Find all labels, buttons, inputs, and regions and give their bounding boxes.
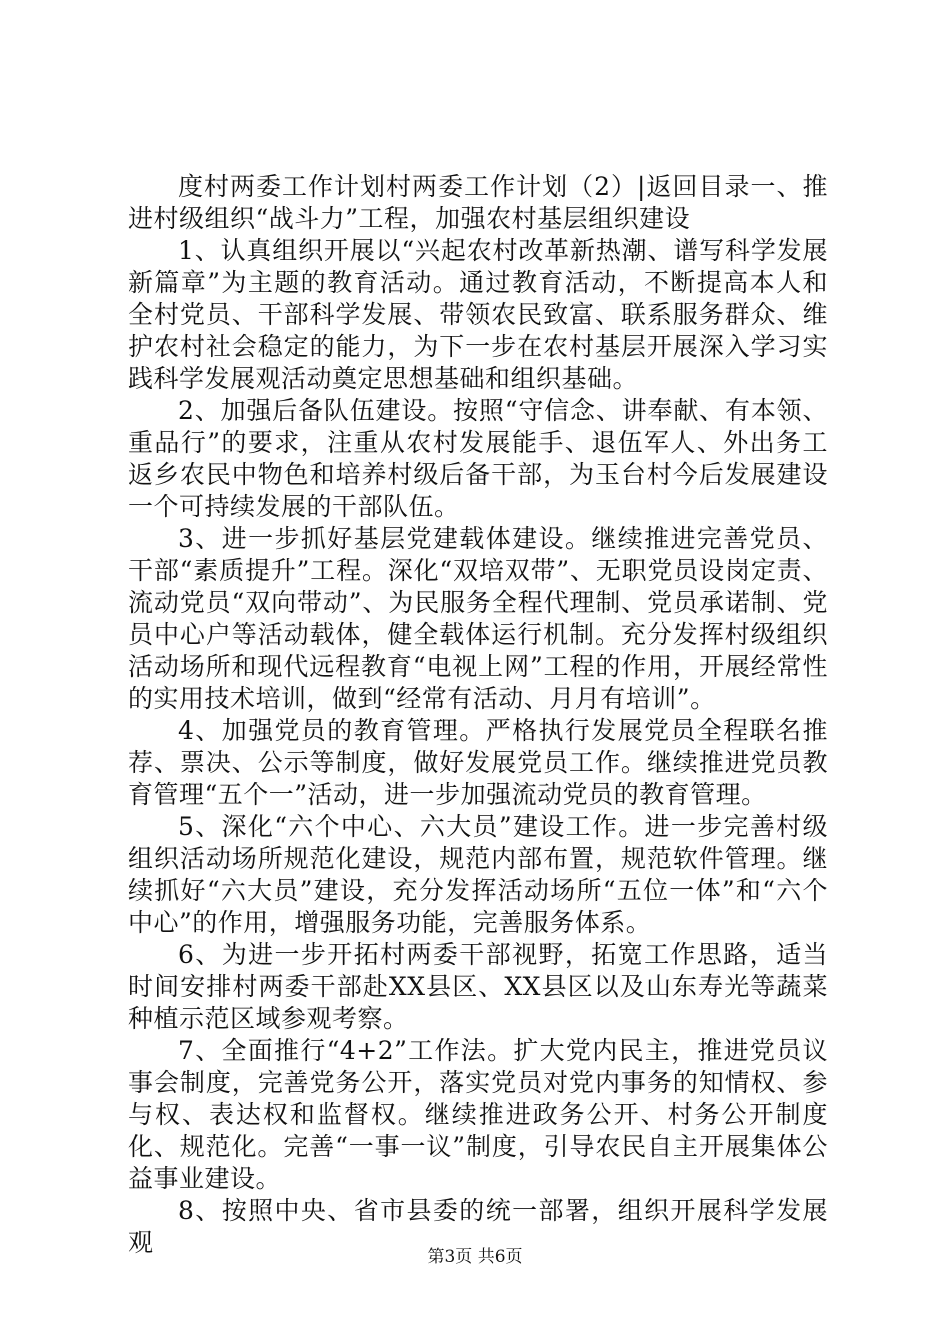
paragraph-item-7: 7、全面推行“4+2”工作法。扩大党内民主，推进党员议事会制度，完善党务公开，落实党员对党内事务的知情权、参与权、表达权和监督权。继续推进政务公开、村务公开制度化、规范化。完善“一事一议”制度，引导农民自主开展集体公益事业建设。 — [128, 1036, 828, 1193]
page-footer — [0, 1246, 950, 1268]
paragraph-item-5: 5、深化“六个中心、六大员”建设工作。进一步完善村级组织活动场所规范化建设，规范内部布置，规范软件管理。继续抓好“六大员”建设，充分发挥活动场所“五位一体”和“六个中心”的作用，增强服务功能，完善服务体系。 — [128, 812, 828, 937]
document-body — [128, 171, 828, 1259]
paragraph-item-6: 6、为进一步开拓村两委干部视野，拓宽工作思路，适当时间安排村两委干部赴XX县区、XX县区以及山东寿光等蔬菜种植示范区域参观考察。 — [128, 940, 828, 1033]
paragraph-heading: 度村两委工作计划村两委工作计划（2）|返回目录一、推进村级组织“战斗力”工程，加强农村基层组织建设 — [128, 172, 828, 233]
paragraph-item-2: 2、加强后备队伍建设。按照“守信念、讲奉献、有本领、重品行”的要求，注重从农村发展能手、退伍军人、外出务工返乡农民中物色和培养村级后备干部，为玉台村今后发展建设一个可持续发展的干部队伍。 — [128, 396, 828, 521]
paragraph-item-1: 1、认真组织开展以“兴起农村改革新热潮、谱写科学发展新篇章”为主题的教育活动。通过教育活动，不断提高本人和全村党员、干部科学发展、带领农民致富、联系服务群众、维护农村社会稳定的能力，为下一步在农村基层开展深入学习实践科学发展观活动奠定思想基础和组织基础。 — [128, 236, 828, 393]
paragraph-item-3: 3、进一步抓好基层党建载体建设。继续推进完善党员、干部“素质提升”工程。深化“双培双带”、无职党员设岗定责、流动党员“双向带动”、为民服务全程代理制、党员承诺制、党员中心户等活动载体，健全载体运行机制。充分发挥村级组织活动场所和现代远程教育“电视上网”工程的作用，开展经常性的实用技术培训，做到“经常有活动、月月有培训”。 — [128, 524, 828, 713]
paragraph-item-8: 8、按照中央、省市县委的统一部署，组织开展科学发展观 — [128, 1196, 828, 1257]
paragraph-item-4: 4、加强党员的教育管理。严格执行发展党员全程联名推荐、票决、公示等制度，做好发展党员工作。继续推进党员教育管理“五个一”活动，进一步加强流动党员的教育管理。 — [128, 716, 828, 809]
page-number-label: 第3页 共6页 — [427, 1247, 523, 1267]
